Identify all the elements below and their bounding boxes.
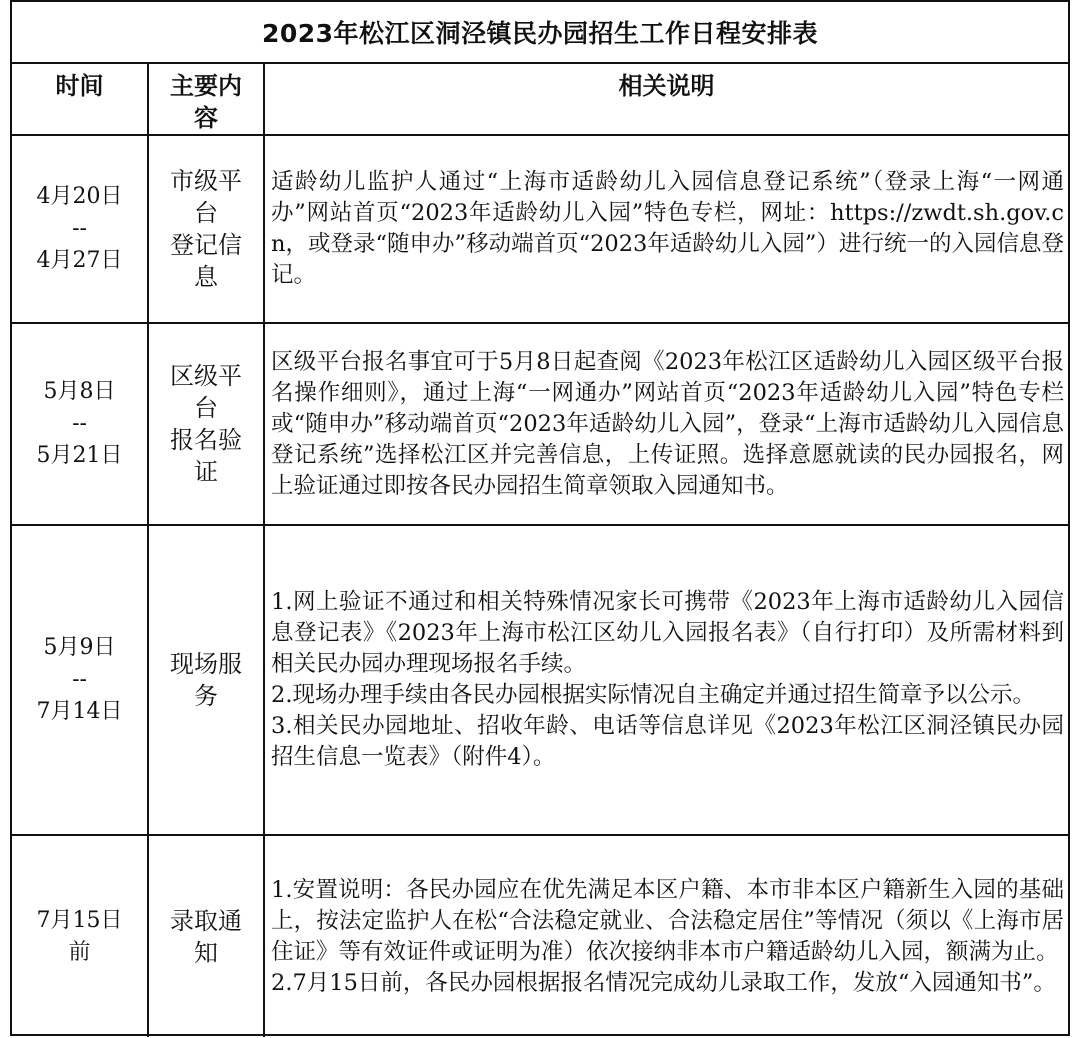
header-content-line: 容 — [194, 104, 218, 132]
table-row — [12, 323, 1068, 525]
time-line: 5月8日 — [43, 379, 116, 404]
content-line: 息 — [194, 263, 218, 291]
schedule-table — [12, 62, 1068, 1037]
time-line: 7月15日 — [36, 907, 123, 933]
time-line: 7月14日 — [36, 699, 123, 724]
row-desc — [264, 835, 1068, 1037]
time-line: -- — [72, 411, 87, 436]
row-content — [148, 835, 264, 1037]
header-row — [12, 63, 1068, 135]
table-row — [12, 525, 1068, 835]
content-line: 市级平 — [170, 167, 242, 195]
row-time — [12, 525, 148, 835]
row-content — [148, 525, 264, 835]
header-desc: 相关说明 — [264, 63, 1068, 135]
row-content — [148, 323, 264, 525]
content-line: 现场服 — [170, 650, 242, 678]
desc-paragraph: 区级平台报名事宜可于5月8日起查阅《2023年松江区适龄幼儿入园区级平台报名操作细则》，通过上海“一网通办”网站首页“2023年适龄幼儿入园”特色专栏或“随申办”移动端首页“2023年适龄幼儿入园”，登录“上海市适龄幼儿入园信息登记系统”选择松江区并完善信息，上传证照。选择意愿就读的民办园报名，网上验证通过即按各民办园招生简章领取入园通知书。 — [271, 348, 1064, 499]
header-content — [148, 63, 264, 135]
table-row — [12, 135, 1068, 323]
table-row — [12, 835, 1068, 1037]
time-line: 4月27日 — [36, 248, 123, 273]
desc-paragraph: 2.7月15日前，各民办园根据报名情况完成幼儿录取工作，发放“入园通知书”。 — [271, 969, 1056, 996]
row-content — [148, 135, 264, 323]
content-line: 录取通 — [170, 906, 242, 935]
schedule-document — [10, 0, 1070, 1036]
desc-paragraph: 1.安置说明：各民办园应在优先满足本区户籍、本市非本区户籍新生入园的基础上，按法定监护人在松“合法稳定就业、合法稳定居住”等情况（须以《上海市居住证》等有效证件或证明为准）依次接纳非本市户籍适龄幼儿入园，额满为止。 — [271, 876, 1064, 965]
time-line: 前 — [68, 939, 91, 965]
time-line: 5月9日 — [43, 635, 116, 660]
header-time: 时间 — [12, 63, 148, 135]
content-line: 证 — [194, 458, 218, 486]
time-line: -- — [72, 216, 87, 241]
content-line: 报名验 — [170, 426, 242, 454]
content-line: 台 — [194, 199, 218, 227]
row-time — [12, 835, 148, 1037]
time-line: -- — [72, 667, 87, 692]
row-time — [12, 135, 148, 323]
desc-paragraph: 1.网上验证不通过和相关特殊情况家长可携带《2023年上海市适龄幼儿入园信息登记表》《2023年上海市松江区幼儿入园报名表》（自行打印）及所需材料到相关民办园办理现场报名手续。 — [271, 589, 1064, 677]
row-time — [12, 323, 148, 525]
row-desc — [264, 525, 1068, 835]
content-line: 台 — [194, 394, 218, 422]
time-line: 4月20日 — [36, 184, 123, 209]
desc-paragraph: 适龄幼儿监护人通过“上海市适龄幼儿入园信息登记系统”（登录上海“一网通办”网站首页“2023年适龄幼儿入园”特色专栏，网址：https://zwdt.sh.gov.cn，或登录“随申办”移动端首页“2023年适龄幼儿入园”）进行统一的入园信息登记。 — [271, 169, 1064, 288]
desc-paragraph: 3.相关民办园地址、招收年龄、电话等信息详见《2023年松江区洞泾镇民办园招生信息一览表》（附件4）。 — [271, 713, 1064, 770]
row-desc — [264, 323, 1068, 525]
content-line: 知 — [194, 938, 218, 967]
row-desc — [264, 135, 1068, 323]
time-line: 5月21日 — [36, 443, 123, 468]
document-title: 2023年松江区洞泾镇民办园招生工作日程安排表 — [12, 2, 1068, 64]
header-content-line: 主要内 — [170, 72, 242, 100]
desc-paragraph: 2.现场办理手续由各民办园根据实际情况自主确定并通过招生简章予以公示。 — [271, 682, 1035, 708]
content-line: 务 — [194, 682, 218, 710]
content-line: 登记信 — [170, 231, 242, 259]
content-line: 区级平 — [170, 362, 242, 390]
